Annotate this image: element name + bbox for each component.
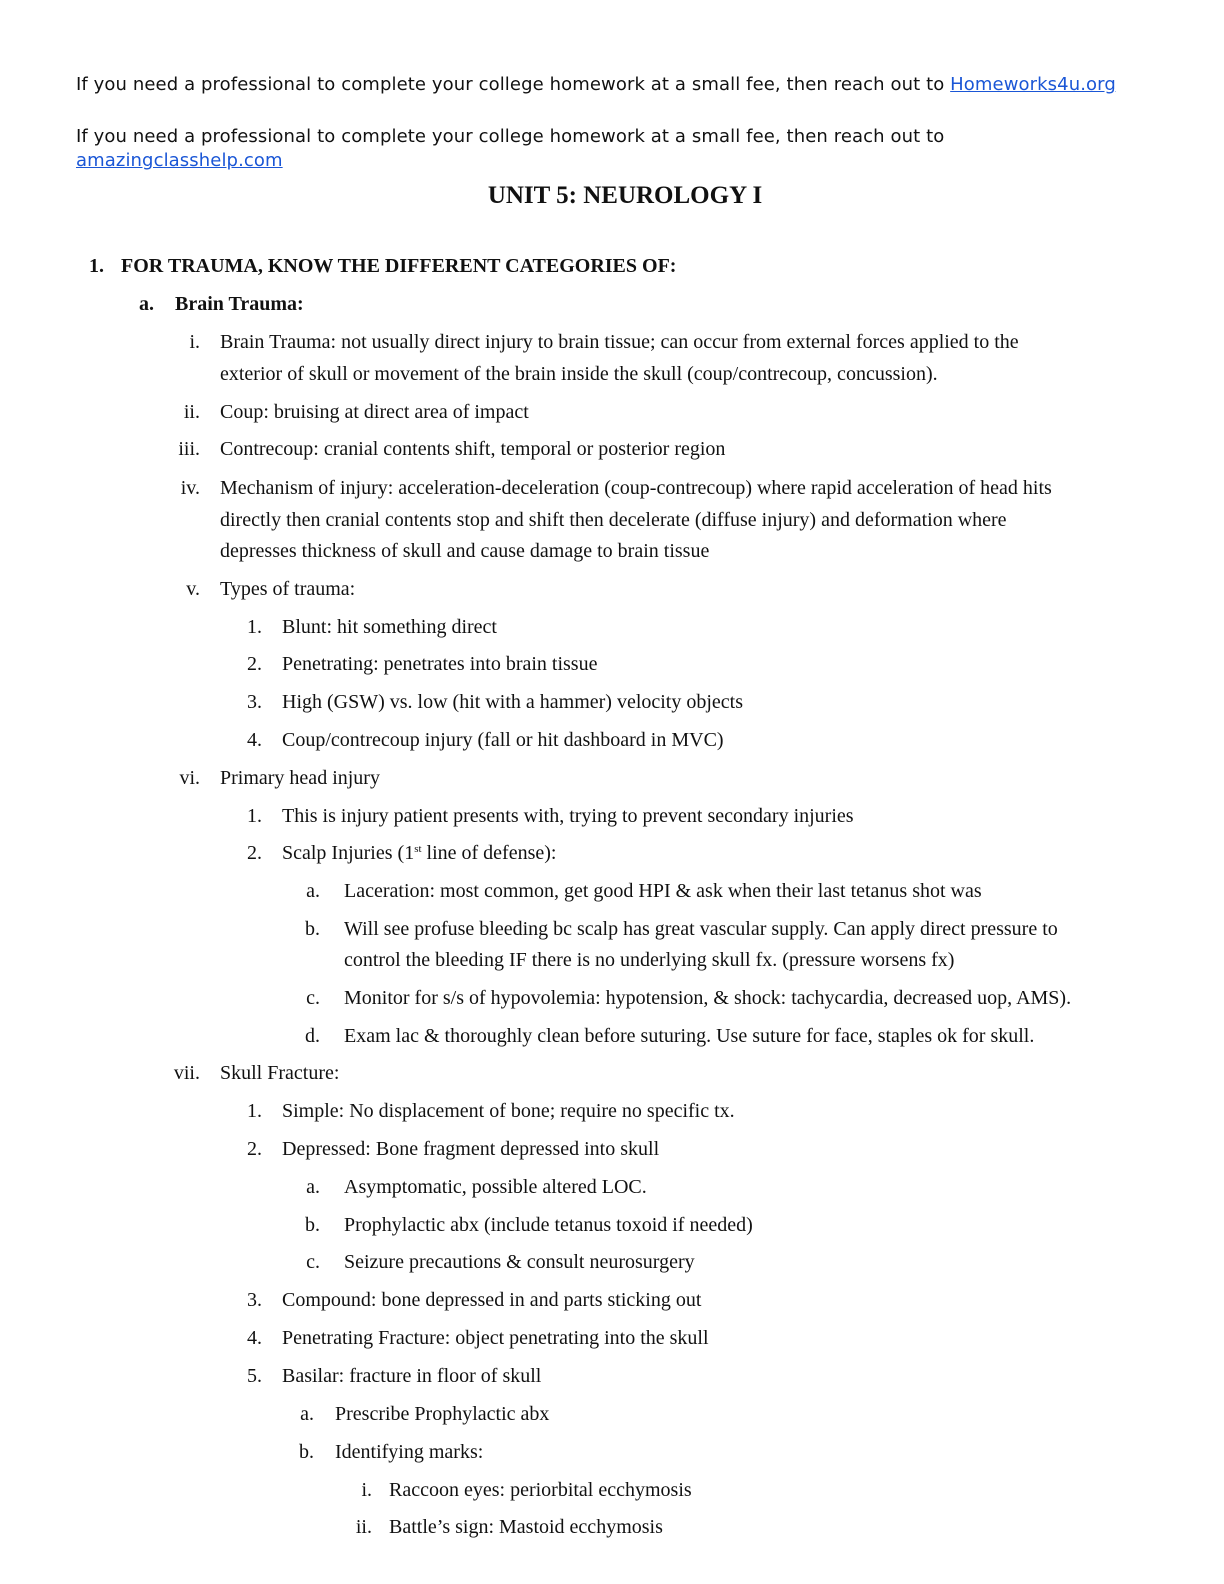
subsection-a-heading: Brain Trauma: [175, 293, 304, 315]
item-v-number: v. [186, 578, 200, 600]
fracture-5-number: 5. [247, 1365, 262, 1387]
amazingclasshelp-link[interactable]: amazingclasshelp.com [76, 150, 283, 171]
item-iv-line-1: Mechanism of injury: acceleration-deceleration (coup-contrecoup) where rapid acceleration of head hits [220, 477, 1052, 499]
basilar-a-text: Prescribe Prophylactic abx [335, 1403, 550, 1425]
page-title: UNIT 5: NEUROLOGY I [487, 182, 763, 209]
item-ii-text: Coup: bruising at direct area of impact [220, 401, 529, 423]
item-iv-number: iv. [180, 477, 200, 499]
item-ii-number: ii. [183, 401, 200, 423]
primary-2-number: 2. [247, 842, 262, 864]
scalp-b-letter: b. [305, 918, 320, 940]
primary-2-post: line of defense): [421, 842, 557, 864]
scalp-b-line-2: control the bleeding IF there is no underlying skull fx. (pressure worsens fx) [344, 949, 955, 971]
trauma-type-1-text: Blunt: hit something direct [282, 616, 497, 638]
depressed-c-letter: c. [306, 1251, 320, 1273]
scalp-d-letter: d. [305, 1025, 320, 1047]
trauma-type-1-number: 1. [247, 616, 262, 638]
marks-ii-number: ii. [355, 1516, 372, 1538]
depressed-b-letter: b. [305, 1214, 320, 1236]
item-v-text: Types of trauma: [220, 578, 356, 600]
marks-ii-text: Battle’s sign: Mastoid ecchymosis [389, 1516, 663, 1538]
item-i-line-1: Brain Trauma: not usually direct injury to brain tissue; can occur from external forces applied to the [220, 331, 1019, 353]
trauma-type-4-text: Coup/contrecoup injury (fall or hit dashboard in MVC) [282, 729, 724, 751]
scalp-b-line-1: Will see profuse bleeding bc scalp has great vascular supply. Can apply direct pressure to [344, 918, 1058, 940]
fracture-3-number: 3. [247, 1289, 262, 1311]
fracture-3-text: Compound: bone depressed in and parts sticking out [282, 1289, 702, 1311]
scalp-c-text: Monitor for s/s of hypovolemia: hypotension, & shock: tachycardia, decreased uop, AMS). [344, 987, 1072, 1009]
fracture-2-text: Depressed: Bone fragment depressed into skull [282, 1138, 660, 1160]
item-vi-text: Primary head injury [220, 767, 380, 789]
item-iii-text: Contrecoup: cranial contents shift, temporal or posterior region [220, 438, 726, 460]
promo-line-2 [76, 125, 944, 173]
trauma-type-3-text: High (GSW) vs. low (hit with a hammer) velocity objects [282, 691, 744, 713]
basilar-b-text: Identifying marks: [335, 1441, 484, 1463]
depressed-c-text: Seizure precautions & consult neurosurgery [344, 1251, 695, 1273]
primary-2-pre: Scalp Injuries (1 [282, 842, 415, 864]
item-vii-number: vii. [173, 1062, 200, 1084]
primary-2-text [282, 837, 556, 869]
primary-1-text: This is injury patient presents with, trying to prevent secondary injuries [282, 805, 854, 827]
item-i-line-2: exterior of skull or movement of the brain inside the skull (coup/contrecoup, concussion). [220, 363, 938, 385]
depressed-a-text: Asymptomatic, possible altered LOC. [344, 1176, 647, 1198]
fracture-1-text: Simple: No displacement of bone; require no specific tx. [282, 1100, 735, 1122]
fracture-1-number: 1. [247, 1100, 262, 1122]
fracture-4-text: Penetrating Fracture: object penetrating into the skull [282, 1327, 709, 1349]
section-1-heading: FOR TRAUMA, KNOW THE DIFFERENT CATEGORIES OF: [121, 255, 677, 277]
promo-text-1: If you need a professional to complete your college homework at a small fee, then reach out to [76, 74, 951, 95]
scalp-d-text: Exam lac & thoroughly clean before suturing. Use suture for face, staples ok for skull. [344, 1025, 1035, 1047]
promo-line-1 [76, 73, 1116, 97]
trauma-type-2-number: 2. [247, 653, 262, 675]
trauma-type-2-text: Penetrating: penetrates into brain tissue [282, 653, 598, 675]
fracture-5-text: Basilar: fracture in floor of skull [282, 1365, 542, 1387]
item-iii-number: iii. [178, 438, 200, 460]
item-i-number: i. [189, 331, 200, 353]
homeworks4u-link[interactable]: Homeworks4u.org [950, 74, 1116, 95]
scalp-a-text: Laceration: most common, get good HPI & ask when their last tetanus shot was [344, 880, 982, 902]
depressed-a-letter: a. [306, 1176, 320, 1198]
fracture-2-number: 2. [247, 1138, 262, 1160]
item-vi-number: vi. [179, 767, 200, 789]
trauma-type-3-number: 3. [247, 691, 262, 713]
scalp-a-letter: a. [306, 880, 320, 902]
section-1-number: 1. [89, 255, 104, 277]
marks-i-number: i. [361, 1479, 372, 1501]
fracture-4-number: 4. [247, 1327, 262, 1349]
subsection-a-letter: a. [139, 293, 154, 315]
primary-1-number: 1. [247, 805, 262, 827]
primary-2-sup: st [414, 843, 422, 855]
depressed-b-text: Prophylactic abx (include tetanus toxoid if needed) [344, 1214, 753, 1236]
item-iv-line-2: directly then cranial contents stop and shift then decelerate (diffuse injury) and deformation where [220, 509, 1007, 531]
scalp-c-letter: c. [306, 987, 320, 1009]
trauma-type-4-number: 4. [247, 729, 262, 751]
item-vii-text: Skull Fracture: [220, 1062, 340, 1084]
basilar-a-letter: a. [300, 1403, 314, 1425]
marks-i-text: Raccoon eyes: periorbital ecchymosis [389, 1479, 692, 1501]
basilar-b-letter: b. [299, 1441, 314, 1463]
promo-text-2: If you need a professional to complete your college homework at a small fee, then reach out to [76, 126, 945, 147]
item-iv-line-3: depresses thickness of skull and cause damage to brain tissue [220, 540, 710, 562]
